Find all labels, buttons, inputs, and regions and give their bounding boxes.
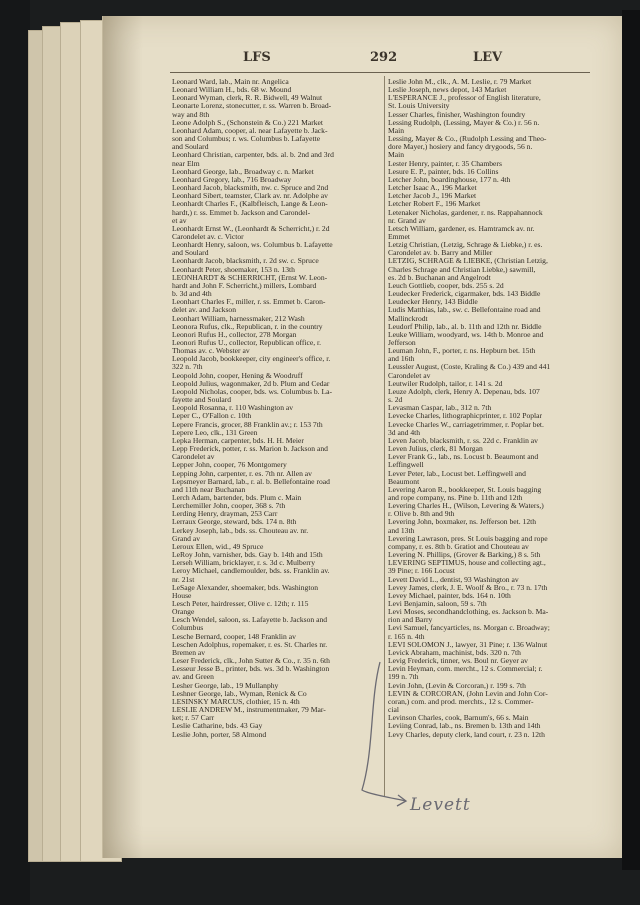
directory-entry: LEVERING SEPTIMUS, house and collecting agt., [388, 559, 546, 568]
gutter-shadow [103, 16, 143, 858]
directory-entry: Leudecker Frederick, cigarmaker, bds. 143 Biddle [388, 290, 541, 299]
directory-entry: Leudecker Henry, 143 Biddle [388, 298, 478, 307]
directory-entry: Levering Lawrason, pres. St Louis bagging and rope [388, 534, 548, 543]
directory-entry: Leuze Adolph, clerk, Henry A. Depenau, bds. 107 [388, 387, 540, 396]
directory-entry: Lepka Herman, carpenter, bds. H. H. Meier [172, 436, 304, 445]
directory-entry: Leonhardt Jacob, blacksmith, r. 2d sw. c. Spruce [172, 257, 319, 266]
directory-entry: Thomas av. c. Webster av [172, 347, 250, 356]
directory-entry: Levin Heyman, com. mercht., 12 s. Commercial; r. [388, 665, 543, 674]
directory-entry: Letsch William, gardener, es. Hamtramck av. nr. [388, 224, 535, 233]
right-column [388, 78, 600, 739]
directory-entry: Lessing, Mayer & Co., (Rudolph Lessing and Theo- [388, 135, 547, 144]
directory-entry: Leonhard George, lab., Broadway c. n. Market [172, 167, 314, 176]
directory-entry: Leschen Adolphus, ropemaker, r. es. St. Charles nr. [172, 640, 328, 649]
directory-entry: Leonhardt Charles F., (Kalbfleisch, Lange & Leon- [172, 200, 328, 209]
directory-entry: Leslie Joseph, news depot, 143 Market [388, 86, 507, 95]
directory-entry: Levering Aaron R., bookkeeper, St. Louis bagging [388, 485, 542, 494]
directory-entry: Lepper John, cooper, 76 Montgomery [172, 461, 287, 470]
book-spine-shadow [0, 0, 30, 905]
directory-entry: Levin John, (Levin & Corcoran,) r. 199 s. 7th [388, 681, 526, 690]
directory-entry: Leutwiler Rudolph, tailor, r. 141 s. 2d [388, 379, 503, 388]
directory-entry: Ludis Matthias, lab., sw. c. Bellefontaine road and [388, 306, 541, 315]
directory-entry: Letzig Christian, (Letzig, Schrage & Liebke,) r. es. [388, 241, 543, 250]
directory-entry: LEONHARDT & SCHERRICHT, (Ernst W. Leon- [172, 273, 328, 282]
directory-entry: s. 2d [388, 396, 403, 405]
directory-entry: Levi Samuel, fancyarticles, ns. Morgan c. Broadway; [388, 624, 550, 633]
directory-entry: nr. Grand av [388, 216, 426, 225]
directory-entry: and Soulard [172, 249, 209, 258]
directory-entry: Lesher George, lab., 19 Mullanphy [172, 681, 279, 690]
directory-entry: Leonarte Lorenz, stonecutter, r. ss. Warren b. Broad- [172, 102, 332, 111]
directory-entry: Leuke William, woodyard, ws. 14th b. Monroe and [388, 330, 544, 339]
directory-entry: Mallinckrodt [388, 314, 428, 323]
directory-entry: Levig Frederick, tinner, ws. Boul nr. Geyer av [388, 657, 528, 666]
directory-entry: coran,) com. and prod. merchts., 12 s. Commer- [388, 697, 534, 706]
directory-entry: Lesch Peter, hairdresser, Olive c. 12th; r. 115 [172, 600, 309, 608]
directory-entry: Levi Benjamin, saloon, 59 s. 7th [388, 600, 487, 608]
directory-entry: and rope company, ns. Pine b. 11th and 12th [388, 493, 523, 502]
directory-entry: Main [388, 126, 405, 135]
running-head-left: LFS [243, 50, 271, 65]
directory-entry: Leonard Wyman, clerk, R. R. Bidwell, 49 Walnut [172, 94, 323, 103]
directory-entry: Leopold John, cooper, Hening & Woodruff [172, 371, 303, 380]
directory-entry: LeRoy John, varnisher, bds. Gay b. 14th and 15th [172, 551, 323, 560]
directory-entry: L'ESPERANCE J., professor of English literature, [388, 94, 541, 103]
directory-entry: Leone Adolph S., (Schonstein & Co.) 221 Market [172, 118, 324, 127]
page-number: 292 [370, 50, 398, 65]
directory-entry: and Soulard [172, 143, 209, 152]
directory-entry: Carondelet av [388, 371, 431, 380]
directory-entry: Lerchemiller John, cooper, 368 s. 7th [172, 502, 286, 511]
directory-entry: Lessing Rudolph, (Lessing, Mayer & Co.) r. 56 n. [388, 118, 540, 127]
directory-entry: Letcher John, boardinghouse, 177 n. 4th [388, 175, 511, 184]
directory-entry: Leopold Rosanna, r. 110 Washington av [172, 404, 294, 413]
directory-entry: Leonhart Charles F., miller, r. ss. Emmet b. Caron- [172, 298, 326, 307]
directory-entry: Carondelet av [172, 453, 215, 462]
directory-entry: Lever Frank G., lab., ns. Locust b. Beaumont and [388, 453, 539, 462]
directory-entry: LEVIN & CORCORAN, (John Levin and John Cor- [388, 689, 548, 698]
directory-entry: Lepp Frederick, potter, r. ss. Marion b. Jackson and [172, 445, 328, 454]
directory-entry: Leper C., O'Fallon c. 10th [172, 412, 252, 421]
directory-entry: 322 n. 7th [172, 363, 203, 372]
directory-entry: Leven Julius, clerk, 81 Morgan [388, 445, 483, 454]
directory-entry: Leslie Catharine, bds. 43 Gay [172, 722, 263, 731]
directory-entry: Leussler August, (Coste, Kraling & Co.) 439 and 441 [388, 363, 551, 372]
directory-entry: rion and Barry [388, 616, 433, 625]
directory-entry: Letcher Isaac A., 196 Market [388, 184, 477, 193]
directory-entry: ket; r. 57 Carr [172, 714, 215, 723]
directory-entry: way and 8th [172, 110, 210, 119]
directory-entry: Lepere Francis, grocer, 88 Franklin av.; r. 153 7th [172, 420, 323, 429]
left-column [172, 78, 384, 739]
directory-entry: Leroux Ellen, wid., 49 Spruce [172, 542, 264, 551]
directory-entry: Leonhardt Peter, shoemaker, 153 n. 13th [172, 265, 295, 274]
directory-entry: Lesure E. P., painter, bds. 16 Collins [388, 167, 499, 176]
directory-entry: and 16th [388, 355, 415, 364]
directory-entry: Carondelet av. b. Barry and Miller [388, 249, 493, 258]
directory-entry: Levecke Charles W., carriagetrimmer, r. Poplar bet. [388, 420, 544, 429]
directory-entry: Leonard Ward, lab., Main nr. Angelica [172, 78, 289, 86]
directory-entry: 3d and 4th [388, 428, 421, 437]
directory-entry: dore Mayer,) hosiery and fancy drygoods, 56 n. [388, 143, 533, 152]
directory-entry: Lesche Bernard, cooper, 148 Franklin av [172, 632, 296, 641]
directory-entry: Beaumont [388, 477, 420, 486]
directory-entry: Lepere Leo, clk., 131 Green [172, 428, 258, 437]
directory-entry: Leonhard Jacob, blacksmith, nw. c. Spruce and 2nd [172, 184, 329, 193]
directory-entry: Carondelet av. c. Victor [172, 232, 244, 241]
directory-entry: Levinson Charles, cook, Barnum's, 66 s. Main [388, 714, 529, 723]
directory-entry: Leonhard Christian, carpenter, bds. al. b. 2nd and 3rd [172, 151, 334, 160]
directory-entry: Levasman Caspar, lab., 312 n. 7th [388, 404, 492, 413]
directory-entry: Emmet [388, 232, 410, 241]
directory-entry: Main [388, 151, 405, 160]
directory-entry: nr. 21st [172, 575, 195, 584]
directory-entry: Letcher Jacob J., 196 Market [388, 192, 477, 201]
directory-entry: Bremen av [172, 648, 206, 657]
directory-entry: r. Olive b. 8th and 9th [388, 510, 455, 519]
directory-entry: Leven Jacob, blacksmith, r. ss. 22d c. Franklin av [388, 436, 538, 445]
directory-entry: Leonhard Adam, cooper, al. near Lafayette b. Jack- [172, 126, 328, 135]
directory-entry: Leudorf Philip, lab., al. b. 11th and 12th nr. Biddle [388, 322, 542, 331]
directory-entry: Leuch Gottlieb, cooper, bds. 255 s. 2d [388, 281, 504, 290]
running-head-right: LEV [473, 50, 503, 65]
directory-entry: 39 Pine; r. 166 Locust [388, 567, 455, 576]
directory-entry: Lerkey Joseph, lab., bds. ss. Chouteau av. nr. [172, 526, 309, 535]
directory-entry: Leshner George, lab., Wyman, Renick & Co [172, 689, 307, 698]
directory-entry: and 11th near Buchanan [172, 485, 246, 494]
directory-entry: and 13th [388, 526, 415, 535]
directory-entry: Lever Peter, lab., Locust bet. Leffingwell and [388, 469, 526, 478]
directory-entry: Leonhart William, harnessmaker, 212 Wash [172, 314, 305, 323]
directory-entry: Levi Moses, secondhandclothing, es. Jackson b. Ma- [388, 608, 549, 617]
directory-entry: Lerseh William, bricklayer, r. s. 3d c. Mulberry [172, 559, 316, 568]
directory-entry: St. Louis University [388, 102, 450, 111]
directory-entry: House [172, 591, 192, 600]
directory-entry: Lerraux George, steward, bds. 174 n. 8th [172, 518, 297, 527]
directory-entry: Leonori Rufus H., collector, 278 Morgan [172, 330, 297, 339]
directory-entry: Leffingwell [388, 461, 424, 470]
directory-entry: Leonhardt Ernst W., (Leonhardt & Scherricht,) r. 2d [172, 224, 330, 233]
directory-entry: b. 3d and 4th [172, 290, 212, 299]
directory-entry: hardt and John F. Scherricht,) millers, Lombard [172, 281, 317, 290]
directory-entry: Lerch Adam, bartender, bds. Plum c. Main [172, 493, 302, 502]
directory-entry: r. 165 n. 4th [388, 632, 425, 641]
directory-entry: Lesseur Jesse B., printer, bds. ws. 3d b. Washington [172, 665, 330, 674]
directory-entry: LeSage Alexander, shoemaker, bds. Washington [172, 583, 319, 592]
directory-entry: Leslie John, porter, 58 Almond [172, 730, 267, 739]
directory-entry: Orange [172, 608, 195, 617]
directory-entry: Lepsmeyer Barnard, lab., r. al. b. Bellefontaine road [172, 477, 330, 486]
directory-entry: near Elm [172, 159, 200, 168]
directory-entry: es. 2d b. Buchanan and Angelrodt [388, 273, 491, 282]
directory-entry: Lerding Henry, drayman, 253 Carr [172, 510, 278, 519]
directory-entry: son and Columbus; r. ws. Columbus b. Lafayette [172, 135, 321, 144]
directory-entry: Leuman John, F., porter, r. ns. Hepburn bet. 15th [388, 347, 536, 356]
directory-entry: Grand av [172, 534, 201, 543]
directory-entry: Leroy Michael, candlemoulder, bds. ss. Franklin av. [172, 567, 330, 576]
directory-entry: Leopold Nicholas, cooper, bds. ws. Columbus b. La- [172, 387, 332, 396]
directory-entry: Levey James, clerk, J. E. Woolf & Bro., r. 73 n. 17th [388, 583, 548, 592]
running-head [148, 50, 588, 70]
directory-entry: LESINSKY MARCUS, clothier, 15 n. 4th [172, 697, 300, 706]
directory-entry: LEVI SOLOMON J., lawyer, 31 Pine; r. 136 Walnut [388, 640, 548, 649]
directory-entry: Leonora Rufus, clk., Republican, r. in the country [172, 322, 323, 331]
directory-entry: av. and Green [172, 673, 214, 682]
directory-entry: Levering N. Phillips, (Grover & Barking,) 8 s. 5th [388, 551, 541, 560]
directory-entry: Lesch Wendel, saloon, ss. Lafayette b. Jackson and [172, 616, 328, 625]
directory-entry: Letenaker Nicholas, gardener, r. ns. Rappahannock [388, 208, 543, 217]
directory-entry: Leopold Jacob, bookkeeper, city engineer's office, r. [172, 355, 331, 364]
directory-entry: Lepping John, carpenter, r. es. 7th nr. Allen av [172, 469, 312, 478]
directory-entry: Leser Frederick, clk., John Sutter & Co., r. 35 n. 6th [172, 657, 330, 666]
directory-entry: hardt,) r. ss. Emmet b. Jackson and Carondel- [172, 208, 311, 217]
directory-entry: Lester Henry, painter, r. 35 Chambers [388, 159, 502, 168]
directory-entry: Leonard William H., bds. 68 w. Mound [172, 86, 292, 95]
directory-entry: Levett David L., dentist, 93 Washington av [388, 575, 519, 584]
directory-entry: Levick Abraham, machinist, bds. 320 n. 7th [388, 648, 521, 657]
directory-entry: LETZIG, SCHRAGE & LIEBKE, (Christian Letzig, [388, 257, 548, 266]
directory-entry: Leonori Rufus U., collector, Republican office, r. [172, 339, 322, 347]
directory-entry: Leonhard Gregory, lab., 716 Broadway [172, 175, 292, 184]
directory-entry: Levering Charles H., (Wilson, Levering & Waters,) [388, 502, 544, 511]
directory-entry: LESLIE ANDREW M., instrumentmaker, 79 Mar- [172, 706, 326, 715]
directory-entry: Leonhard Sibert, teamster, Clark av. nr. Adolphe av [172, 192, 328, 201]
directory-entry: Leonhardt Henry, saloon, ws. Columbus b. Lafayette [172, 241, 333, 250]
directory-entry: Jefferson [388, 339, 416, 347]
directory-entry: Leopold Julius, wagonmaker, 2d b. Plum and Cedar [172, 379, 330, 388]
directory-entry: Lesser Charles, finisher, Washington foundry [388, 110, 526, 119]
directory-entry: delet av. and Jackson [172, 306, 237, 315]
directory-entry: Columbus [172, 624, 204, 633]
directory-entry: Levey Michael, painter, bds. 164 n. 10th [388, 591, 511, 600]
directory-entry: cial [388, 706, 399, 715]
directory-entry: et av [172, 216, 187, 225]
directory-entry: fayette and Soulard [172, 396, 232, 405]
handwritten-note: Levett [410, 795, 471, 815]
directory-entry: Levy Charles, deputy clerk, land court, r. 23 n. 12th [388, 730, 545, 739]
right-edge-shadow [622, 10, 640, 870]
header-rule [170, 72, 590, 73]
directory-entry: Leslie John M., clk., A. M. Leslie, r. 79 Market [388, 78, 532, 86]
directory-entry: Leviing Conrad, lab., ns. Bremen b. 13th and 14th [388, 722, 541, 731]
directory-entry: Levering John, boxmaker, ns. Jefferson bet. 12th [388, 518, 537, 527]
pencil-arrow-icon [340, 660, 410, 810]
directory-entry: Levecke Charles, lithographicprinter, r. 102 Poplar [388, 412, 543, 421]
directory-entry: company, r. es. 8th b. Gratiot and Chouteau av [388, 542, 529, 551]
directory-entry: Charles Schrage and Christian Liebke,) sawmill, [388, 265, 536, 274]
directory-entry: Letcher Robert F., 196 Market [388, 200, 481, 209]
directory-entry: 199 n. 7th [388, 673, 419, 682]
